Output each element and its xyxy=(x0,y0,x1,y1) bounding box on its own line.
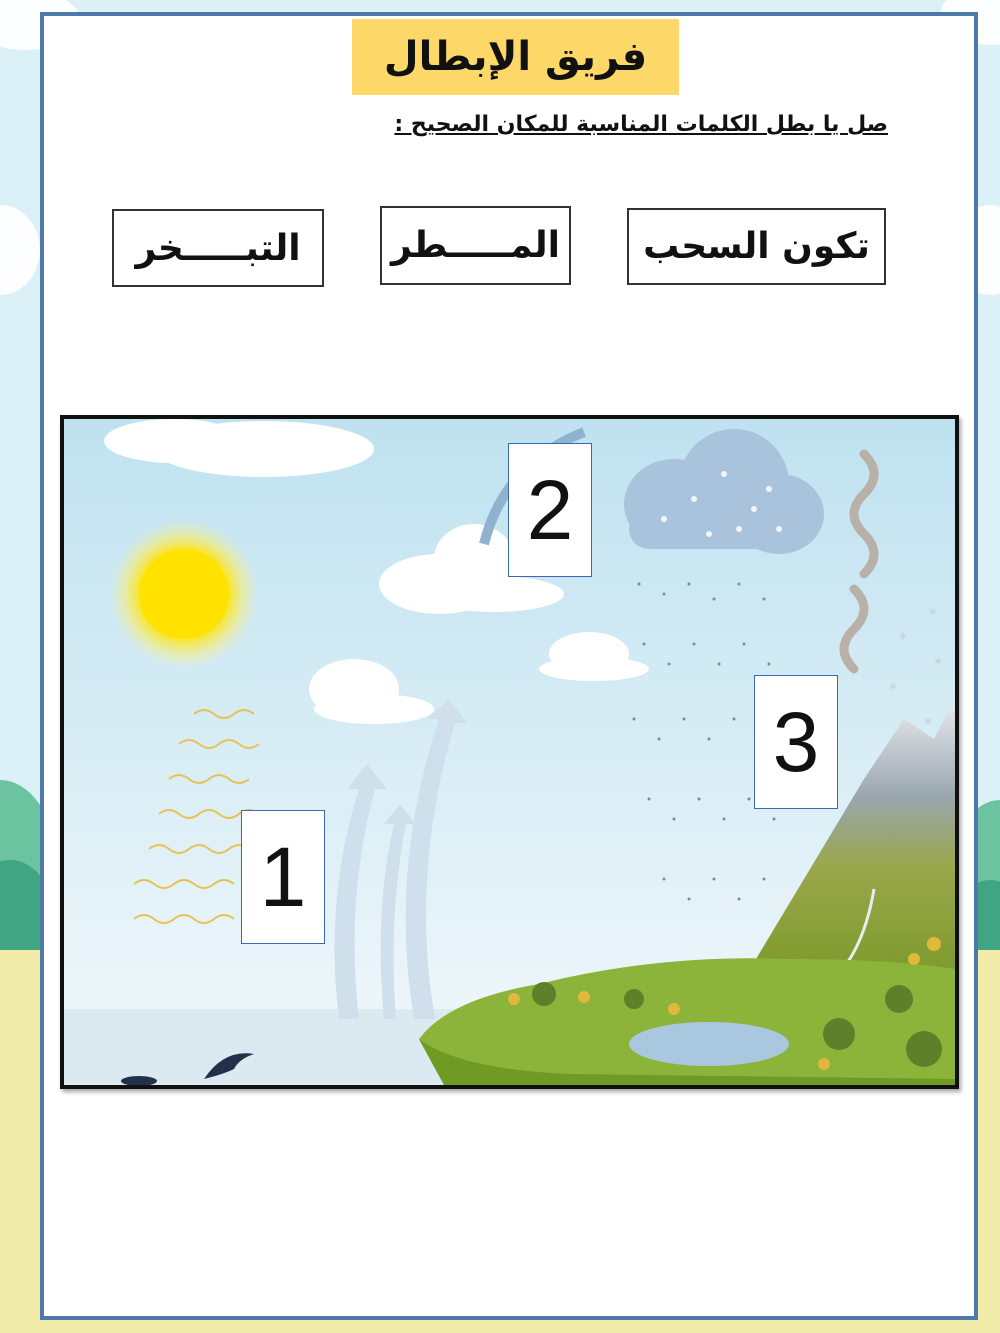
svg-text:*: * xyxy=(934,654,942,673)
word-option-cloud-formation[interactable]: تكون السحب xyxy=(627,208,886,285)
label-box-1[interactable]: 1 xyxy=(241,810,325,944)
page-title: فريق الإبطال xyxy=(352,19,679,95)
svg-text:*: * xyxy=(929,604,937,623)
word-option-evaporation[interactable]: التبـــــخر xyxy=(112,209,324,287)
svg-text:*: * xyxy=(899,629,907,648)
svg-text:*: * xyxy=(889,679,897,698)
instruction-text: صل يا بطل الكلمات المناسبة للمكان الصحيح : xyxy=(394,112,888,137)
word-option-rain[interactable]: المـــــطر xyxy=(380,206,571,285)
water-cycle-illustration xyxy=(60,415,959,1089)
label-box-2[interactable]: 2 xyxy=(508,443,592,577)
label-box-3[interactable]: 3 xyxy=(754,675,838,809)
svg-text:*: * xyxy=(924,714,932,733)
